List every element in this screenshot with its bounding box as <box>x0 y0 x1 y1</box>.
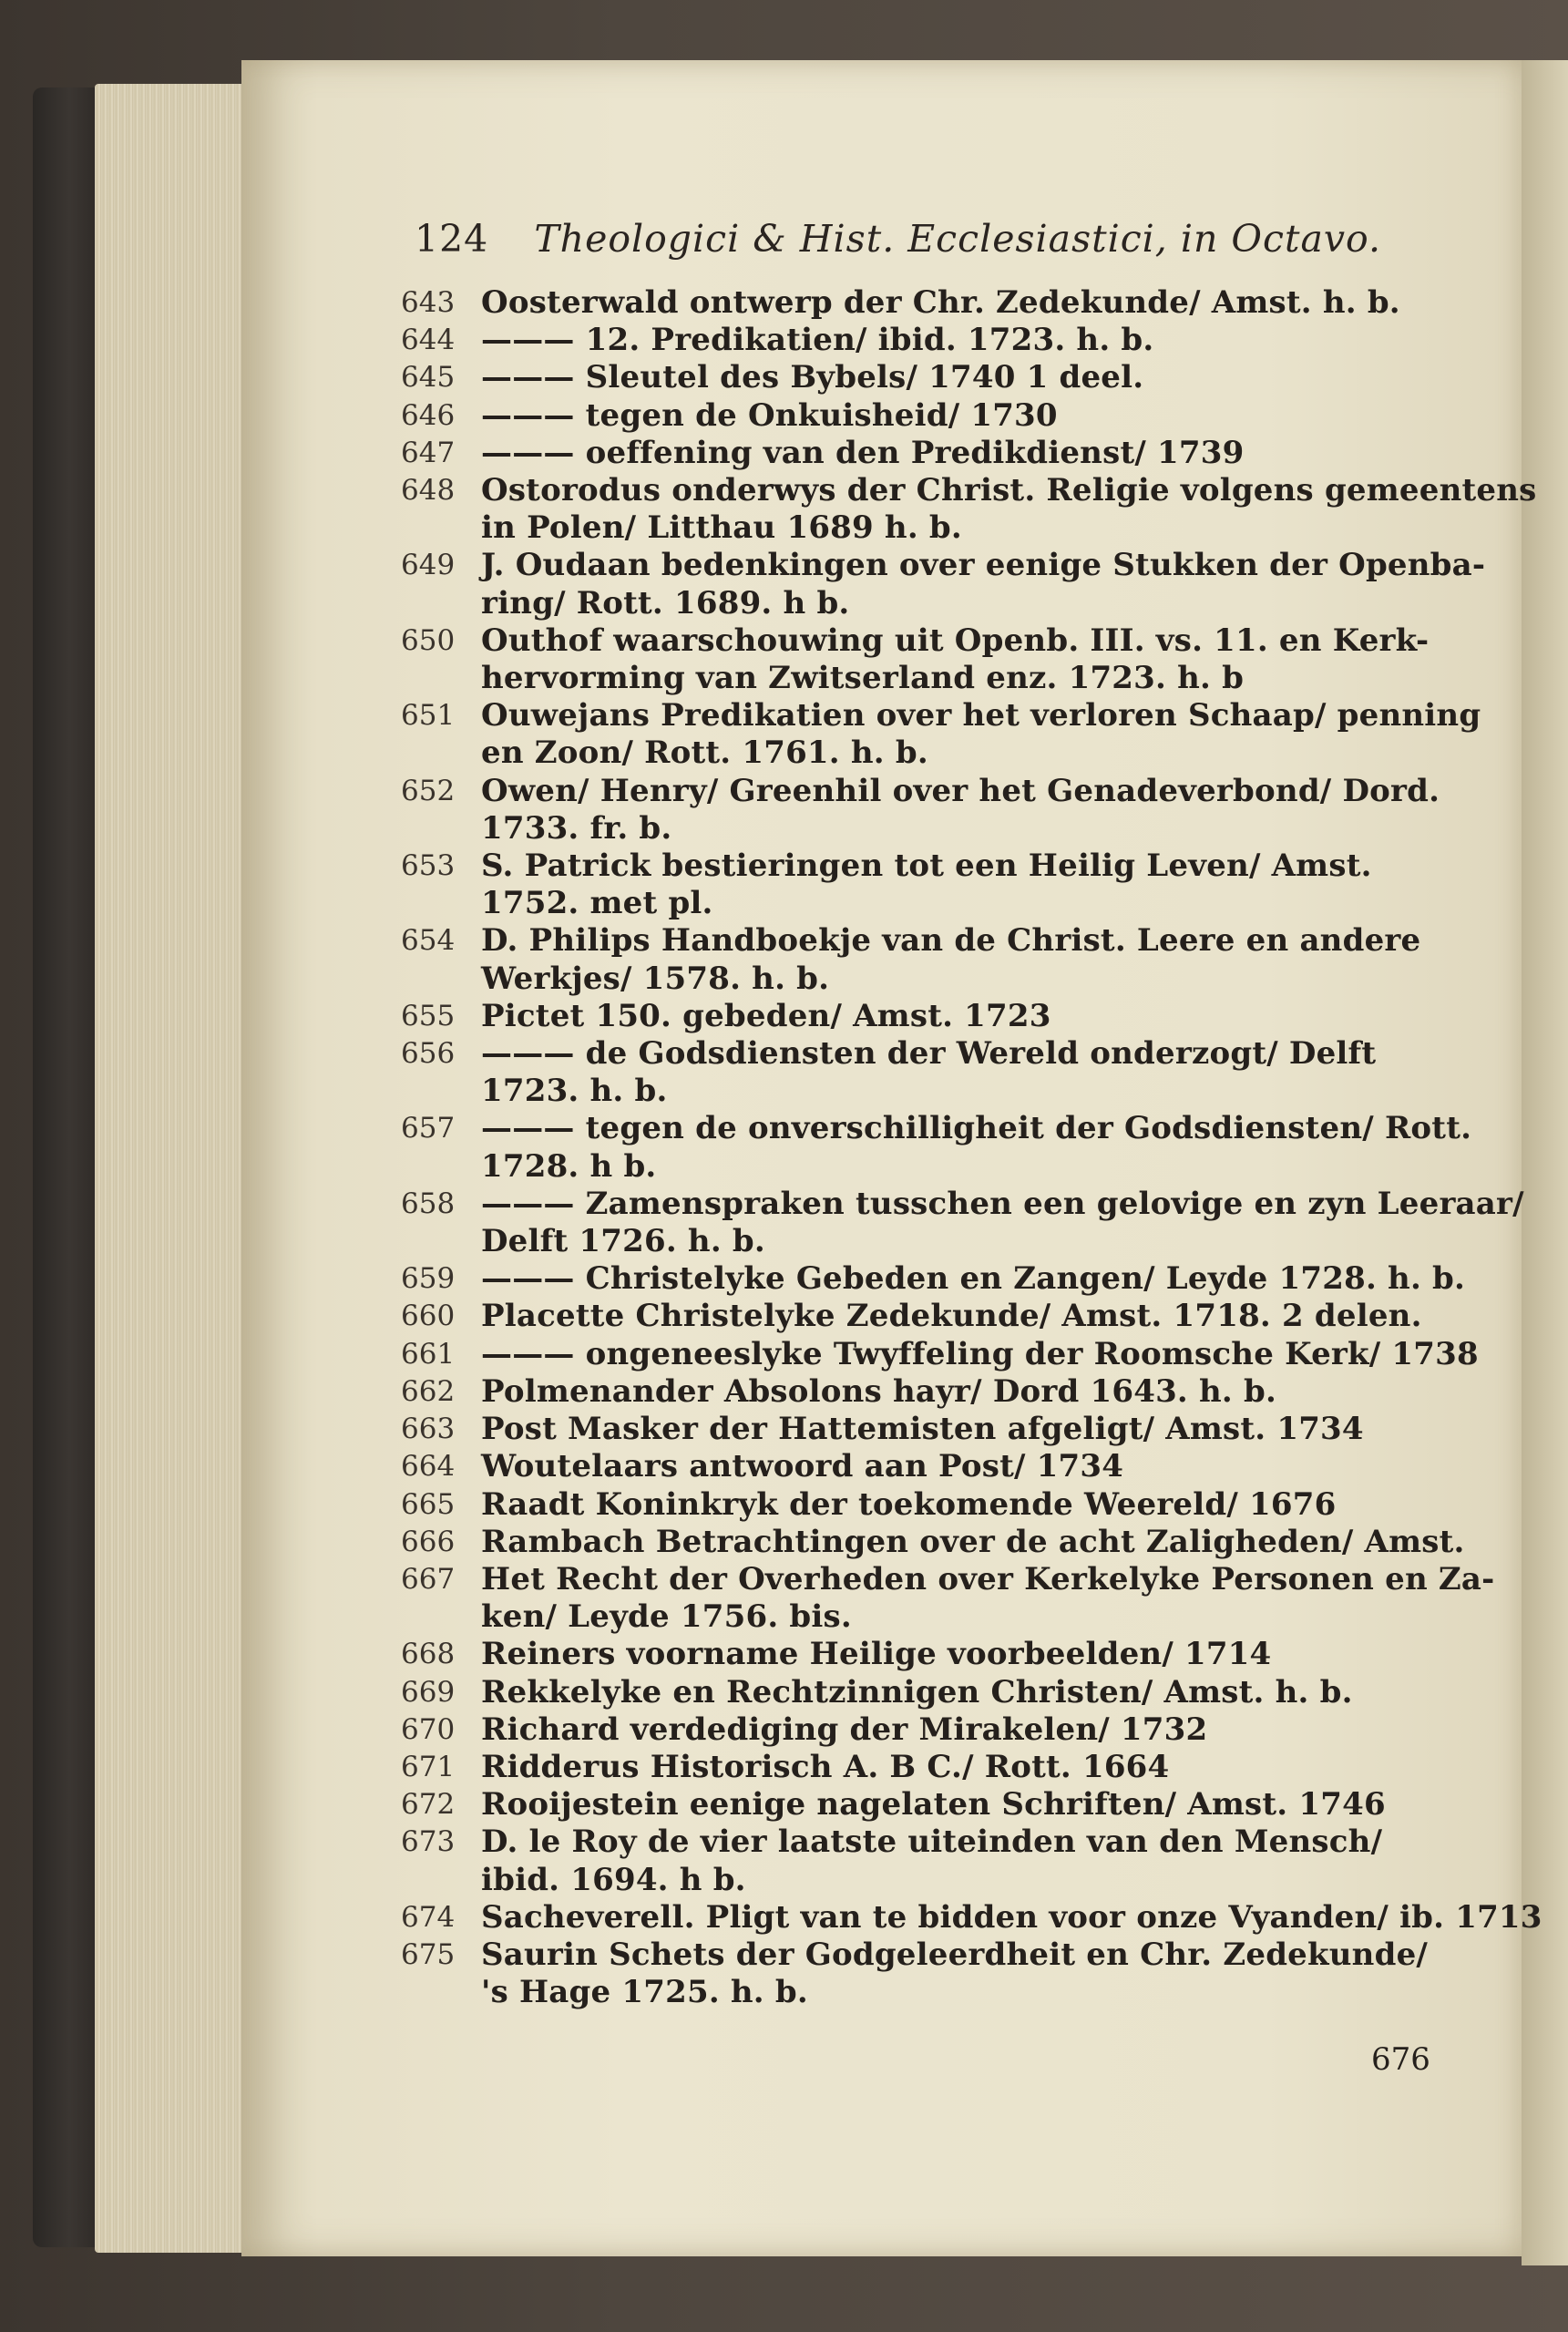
entry-number <box>401 885 481 922</box>
entry-text: S. Patrick bestieringen tot een Heilig Leven/ Amst. <box>481 848 1372 885</box>
catalogue-entry <box>401 1674 1458 1711</box>
entry-number <box>401 585 481 622</box>
entry-number <box>401 1862 481 1899</box>
entry-number: 654 <box>401 924 456 958</box>
entry-text: Woutelaars antwoord aan Post/ 1734 <box>481 1448 1124 1485</box>
catalogue-entry <box>401 697 1481 735</box>
entry-text: 1752. met pl. <box>481 885 713 922</box>
catalogue-entry <box>401 1898 1542 1936</box>
page-edges <box>95 84 250 2253</box>
catalogue-entry <box>401 1260 1466 1298</box>
catalogue-entry <box>401 1110 1472 1147</box>
entry-number: 657 <box>401 1112 456 1145</box>
catalogue-entry <box>401 547 1486 584</box>
entry-number: 675 <box>401 1937 456 1971</box>
entry-number: 660 <box>401 1300 456 1333</box>
catalogue-entry <box>401 1298 1458 1335</box>
catalogue-entry <box>401 1749 1458 1786</box>
entry-number <box>401 1598 481 1636</box>
entry-text: in Polen/ Litthau 1689 h. b. <box>481 509 962 547</box>
entry-number: 669 <box>401 1675 456 1709</box>
page-number: 124 <box>415 217 489 261</box>
entry-text: Rooijestein eenige nagelaten Schriften/ Amst. 1746 <box>481 1786 1386 1823</box>
catalogue-entry <box>401 397 1458 435</box>
entry-text: ——— de Godsdiensten der Wereld onderzogt/ Delft <box>481 1035 1377 1073</box>
entry-number: 655 <box>401 999 456 1032</box>
entry-text: ——— ongeneeslyke Twyffeling der Roomsche Kerk/ 1738 <box>481 1335 1479 1372</box>
entry-number: 670 <box>401 1712 456 1746</box>
entry-text: Polmenander Absolons hayr/ Dord 1643. h. b. <box>481 1372 1277 1410</box>
entry-number: 658 <box>401 1187 456 1220</box>
entry-number <box>401 1073 481 1110</box>
entry-text: en Zoon/ Rott. 1761. h. b. <box>481 735 928 772</box>
entry-text: Sacheverell. Pligt van te bidden voor onze Vyanden/ ib. 1713 <box>481 1898 1542 1936</box>
catalogue-entry <box>401 1035 1458 1073</box>
entry-number: 648 <box>401 474 456 508</box>
entry-text: ken/ Leyde 1756. bis. <box>481 1598 852 1636</box>
entry-text: J. Oudaan bedenkingen over eenige Stukken der Openba- <box>481 547 1486 584</box>
entry-text: Saurin Schets der Godgeleerdheit en Chr. Zedekunde/ <box>481 1936 1429 1973</box>
entry-number: 656 <box>401 1037 456 1071</box>
entry-number: 668 <box>401 1638 456 1671</box>
catalogue-entry <box>401 1373 1458 1411</box>
catalogue-entry <box>401 284 1458 322</box>
entry-number: 653 <box>401 849 456 883</box>
catalogue-entry <box>401 1448 1458 1485</box>
running-title: Theologici & Hist. Ecclesiastici, in Octavo. <box>534 217 1382 261</box>
entry-number: 665 <box>401 1487 456 1521</box>
catalogue-entry <box>401 1185 1524 1223</box>
entry-text: Owen/ Henry/ Greenhil over het Genadeverbond/ Dord. <box>481 772 1440 809</box>
entry-number <box>401 1148 481 1186</box>
entry-text: Raadt Koninkryk der toekomende Weereld/ 1676 <box>481 1485 1337 1523</box>
entry-text: Reiners voorname Heilige voorbeelden/ 1714 <box>481 1636 1272 1673</box>
catalogue-entry-continuation <box>401 509 1458 547</box>
entry-number: 651 <box>401 699 456 733</box>
catalogue-entry <box>401 922 1458 960</box>
entry-text: ibid. 1694. h b. <box>481 1861 746 1898</box>
catalogue-entry <box>401 1486 1458 1524</box>
entry-text: ——— Sleutel des Bybels/ 1740 1 deel. <box>481 359 1144 396</box>
catalogue-entry-continuation <box>401 1223 1458 1260</box>
entry-number <box>401 810 481 848</box>
entry-number: 666 <box>401 1525 456 1558</box>
entry-number: 659 <box>401 1262 456 1296</box>
entry-number: 667 <box>401 1562 456 1596</box>
entry-text: Pictet 150. gebeden/ Amst. 1723 <box>481 997 1051 1034</box>
entry-text: Richard verdediging der Mirakelen/ 1732 <box>481 1710 1208 1748</box>
entry-number: 672 <box>401 1788 456 1822</box>
catalogue-entry <box>401 1786 1458 1823</box>
entry-text: Outhof waarschouwing uit Openb. III. vs. 11. en Kerk- <box>481 622 1430 659</box>
catalogue-entry-continuation <box>401 961 1458 998</box>
catalogue-entry-continuation <box>401 1148 1458 1186</box>
entry-number: 652 <box>401 774 456 807</box>
entry-number: 664 <box>401 1450 456 1484</box>
catalogue-entry <box>401 998 1458 1035</box>
entry-number: 673 <box>401 1825 456 1859</box>
catalogue-entry <box>401 1711 1458 1749</box>
entry-text: Het Recht der Overheden over Kerkelyke Personen en Za- <box>481 1560 1495 1597</box>
catalogue-entries <box>401 284 1542 2011</box>
entry-text: 1723. h. b. <box>481 1073 668 1110</box>
catalogue-entry-continuation <box>401 735 1458 772</box>
catalogue-entry-continuation <box>401 1073 1458 1110</box>
entry-text: Rambach Betrachtingen over de acht Zaligheden/ Amst. <box>481 1523 1465 1560</box>
entry-number <box>401 735 481 772</box>
catalogue-entry <box>401 773 1458 810</box>
entry-number <box>401 1223 481 1260</box>
catalogue-entry-continuation <box>401 885 1458 922</box>
catalogue-entry-continuation <box>401 660 1458 697</box>
catalogue-entry <box>401 1411 1458 1448</box>
entry-number: 643 <box>401 286 456 319</box>
entry-text: 1733. fr. b. <box>481 809 672 847</box>
catalogue-entry-continuation <box>401 585 1458 622</box>
catalogue-entry <box>401 1560 1495 1598</box>
entry-text: Ridderus Historisch A. B C./ Rott. 1664 <box>481 1748 1170 1785</box>
entry-number: 650 <box>401 623 456 657</box>
entry-number: 663 <box>401 1413 456 1446</box>
entry-text: ——— tegen de Onkuisheid/ 1730 <box>481 396 1058 434</box>
entry-text: hervorming van Zwitserland enz. 1723. h. b <box>481 660 1245 697</box>
entry-text: ——— Christelyke Gebeden en Zangen/ Leyde 1728. h. b. <box>481 1260 1466 1298</box>
entry-text: Delft 1726. h. b. <box>481 1223 765 1260</box>
entry-text: Werkjes/ 1578. h. b. <box>481 960 830 997</box>
entry-number: 646 <box>401 398 456 432</box>
entry-text: Rekkelyke en Rechtzinnigen Christen/ Amst. h. b. <box>481 1673 1353 1710</box>
entry-text: Ostorodus onderwys der Christ. Religie volgens gemeentens <box>481 472 1537 509</box>
entry-text: Placette Christelyke Zedekunde/ Amst. 1718. 2 delen. <box>481 1298 1422 1335</box>
entry-text: 's Hage 1725. h. b. <box>481 1974 808 2011</box>
entry-text: Post Masker der Hattemisten afgeligt/ Amst. 1734 <box>481 1411 1364 1448</box>
catalogue-entry <box>401 1936 1458 1974</box>
catalogue-entry <box>401 622 1458 660</box>
entry-text: Oosterwald ontwerp der Chr. Zedekunde/ Amst. h. b. <box>481 284 1400 321</box>
entry-number <box>401 509 481 547</box>
entry-text: Ouwejans Predikatien over het verloren Schaap/ penning <box>481 697 1481 735</box>
catalogue-entry <box>401 435 1458 472</box>
catalogue-entry-continuation <box>401 1862 1458 1899</box>
entry-number: 661 <box>401 1337 456 1371</box>
catalogue-entry <box>401 472 1537 509</box>
entry-number: 649 <box>401 549 456 582</box>
entry-number: 644 <box>401 324 456 357</box>
entry-text: D. le Roy de vier laatste uiteinden van den Mensch/ <box>481 1823 1383 1861</box>
entry-number: 662 <box>401 1374 456 1408</box>
entry-number <box>401 1974 481 2011</box>
catalogue-entry <box>401 322 1458 359</box>
page-header <box>415 217 1417 272</box>
entry-number <box>401 660 481 697</box>
catalogue-entry <box>401 848 1458 885</box>
entry-text: ——— oeffening van den Predikdienst/ 1739 <box>481 434 1245 471</box>
entry-number: 674 <box>401 1900 456 1934</box>
catalogue-entry-continuation <box>401 1598 1458 1636</box>
catalogue-entry <box>401 1335 1479 1373</box>
catchword: 676 <box>1371 2041 1430 2078</box>
entry-text: 1728. h b. <box>481 1147 657 1185</box>
entry-text: D. Philips Handboekje van de Christ. Leere en andere <box>481 922 1421 960</box>
entry-number: 671 <box>401 1750 456 1783</box>
catalogue-entry-continuation <box>401 810 1458 848</box>
entry-text: ——— Zamenspraken tusschen een gelovige en zyn Leeraar/ <box>481 1185 1524 1222</box>
entry-number <box>401 961 481 998</box>
catalogue-entry <box>401 1523 1465 1561</box>
entry-text: ——— tegen de onverschilligheit der Godsdiensten/ Rott. <box>481 1110 1472 1147</box>
entry-number: 645 <box>401 361 456 395</box>
catalogue-entry <box>401 1636 1458 1673</box>
catalogue-entry <box>401 1823 1458 1861</box>
entry-number: 647 <box>401 436 456 469</box>
catalogue-entry <box>401 359 1458 396</box>
catalogue-entry-continuation <box>401 1974 1458 2011</box>
entry-text: ——— 12. Predikatien/ ibid. 1723. h. b. <box>481 322 1154 359</box>
entry-text: ring/ Rott. 1689. h b. <box>481 584 850 622</box>
